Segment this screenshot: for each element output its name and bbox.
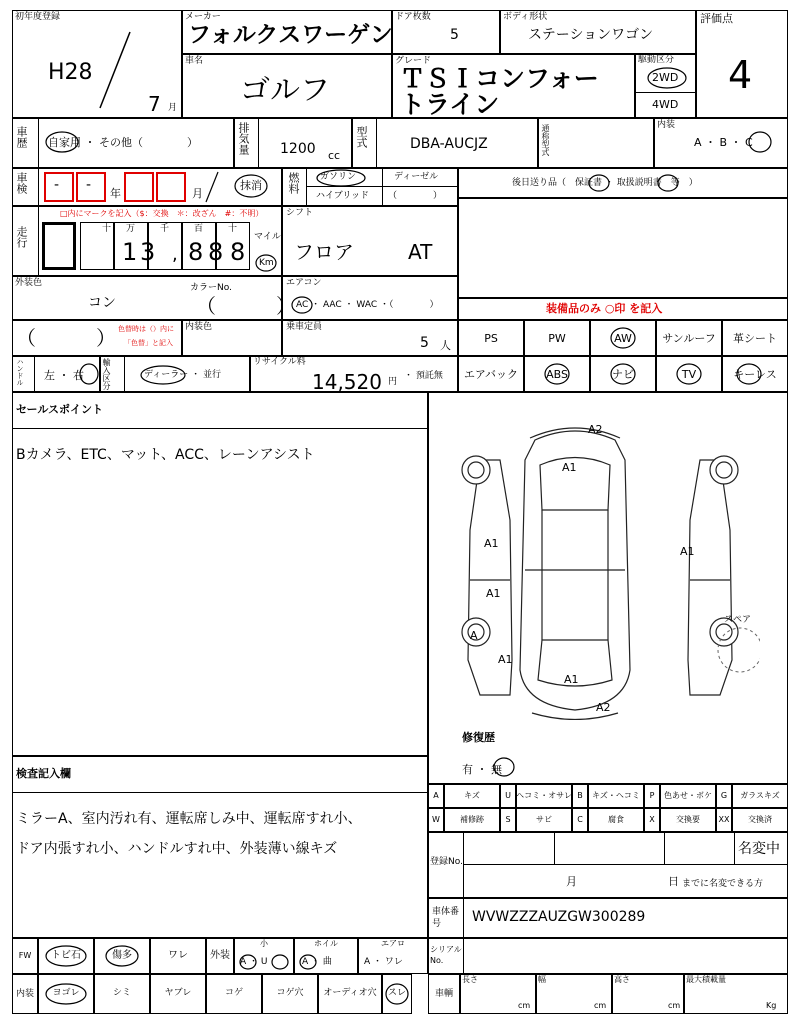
shift-label: シフト xyxy=(286,208,314,218)
registration-col-3 xyxy=(734,832,735,864)
equipment-header: 装備品のみ ○印 を記入 xyxy=(546,302,663,315)
inspect-line2: ドア内張すれ小、ハンドルすれ中、外装薄い線キズ xyxy=(16,841,338,857)
exterior-color-paren: （ ） xyxy=(196,294,296,318)
equipment-item: TV xyxy=(681,368,697,381)
history-divider xyxy=(38,118,39,168)
handle-circle xyxy=(78,362,100,386)
drive-4wd: 4WD xyxy=(652,98,679,111)
serial-cell xyxy=(428,938,788,974)
diagram-mark-8: A2 xyxy=(596,701,611,714)
diagram-mark-0: A2 xyxy=(588,423,603,436)
mileage-km: Km xyxy=(259,258,274,268)
doors-value: 5 xyxy=(450,27,459,43)
model-divider xyxy=(376,118,377,168)
interior-item: ヨゴレ xyxy=(52,988,80,998)
displacement-unit: cc xyxy=(328,149,341,162)
fuel-divider-mid xyxy=(382,168,383,206)
name-value: ゴルフ xyxy=(240,73,330,108)
dims-length-label: 長さ xyxy=(462,975,478,984)
registration-name-change: 名変中 xyxy=(738,841,780,857)
fuel-gasoline-circle xyxy=(314,168,368,188)
legend-key: X xyxy=(649,815,655,824)
exterior-color-no-label: カラーNo. xyxy=(190,283,232,293)
registration-label: 登録No. xyxy=(430,857,463,867)
dims-width-label: 幅 xyxy=(538,975,546,984)
grade-line2: トライン xyxy=(400,90,500,119)
displacement-value: 1200 xyxy=(280,141,316,157)
serial-label: シリアルNo. xyxy=(430,945,462,965)
repair-label: 修復歴 xyxy=(462,731,495,744)
common-model-cell xyxy=(538,118,654,168)
exterior-small-values: A ・ U xyxy=(240,957,268,967)
manual-circle xyxy=(656,173,680,193)
inspect-label-line xyxy=(12,792,428,793)
fuel-hybrid: ハイブリッド xyxy=(316,191,370,201)
mileage-mile: マイル xyxy=(254,232,281,242)
dims-width-unit: cm xyxy=(594,1001,607,1010)
body-label: ボディ形状 xyxy=(503,12,548,22)
exterior-aero-values: A ・ ワレ xyxy=(364,957,403,967)
import-circle xyxy=(138,364,188,386)
equipment-circle xyxy=(542,362,572,386)
diagram-mark-7: A1 xyxy=(564,673,579,686)
inspect-label: 検査記入欄 xyxy=(16,767,71,780)
displacement-divider xyxy=(258,118,259,168)
name-label: 車名 xyxy=(185,56,204,66)
exterior-label: 外装色 xyxy=(15,278,43,288)
equipment-circle xyxy=(734,362,764,386)
equipment-item: サンルーフ xyxy=(662,332,716,345)
doors-label: ドア枚数 xyxy=(395,12,431,22)
equipment-item: PW xyxy=(548,332,566,345)
interior-item: ヤブレ xyxy=(164,988,192,998)
drive-2wd-circle xyxy=(645,66,689,90)
dims-height-unit: cm xyxy=(668,1001,681,1010)
mileage-unit-2: 千 xyxy=(160,224,170,234)
legend-key: XX xyxy=(718,815,730,824)
mileage-note: □内にマークを記入（$：交換 ＊：改ざん #：不明） xyxy=(60,209,264,218)
interior-item: オーディオ穴 xyxy=(323,988,377,998)
mileage-digit-3: 8 xyxy=(188,238,204,266)
inspection-label: 車検 xyxy=(15,172,28,194)
recycle-value: 14,520 xyxy=(312,370,382,394)
exterior-small-circle xyxy=(238,953,258,971)
drive-divider xyxy=(635,92,696,93)
equipment-item: AW xyxy=(614,332,632,345)
diagram-mark-4: A1 xyxy=(680,545,695,558)
import-value: ディーラー ・ 並行 xyxy=(144,370,222,380)
inspection-month-unit: 月 xyxy=(192,187,203,200)
diagram-mark-5: A xyxy=(470,629,478,642)
legend-value: 腐食 xyxy=(608,815,624,824)
legend-key: C xyxy=(577,815,583,824)
legend-value: サビ xyxy=(536,815,552,824)
drive-label: 駆動区分 xyxy=(638,55,675,65)
registration-day: 日 xyxy=(668,875,679,888)
body-value: ステーションワゴン xyxy=(528,27,654,43)
capacity-unit: 人 xyxy=(440,339,451,352)
inspection-dash-1: - xyxy=(54,177,60,193)
first-reg-slash xyxy=(95,30,135,110)
mileage-unit-4: 十 xyxy=(228,224,238,234)
history-value: 自家用 ・ その他（ ） xyxy=(48,136,198,149)
interior-grade-label: 内装 xyxy=(657,120,676,130)
vin-value: WVWZZZAUZGW300289 xyxy=(472,909,646,925)
interior-grade-circle xyxy=(746,130,774,154)
drive-2wd: 2WD xyxy=(652,71,679,84)
inspection-expired: 抹消 xyxy=(240,179,262,192)
repair-value: 有 ・ 無 xyxy=(462,763,502,776)
import-divider xyxy=(124,356,125,392)
equipment-item: エアバック xyxy=(463,368,519,381)
mileage-divider xyxy=(38,206,39,276)
mileage-sep: , xyxy=(172,244,178,265)
registration-col-1 xyxy=(554,832,555,864)
registration-line xyxy=(464,864,788,865)
equipment-circle xyxy=(674,362,704,386)
interior-item: コゲ xyxy=(224,988,243,998)
registration-month: 月 xyxy=(566,875,577,888)
exterior-bottom-label: 外装 xyxy=(210,950,230,961)
legend-value: 補修跡 xyxy=(460,815,484,824)
aircon-options: AC ・ AAC ・ WAC ・（ ） xyxy=(296,300,439,310)
equipment-item: 革シート xyxy=(733,332,777,345)
capacity-label: 乗車定員 xyxy=(286,322,323,332)
mileage-unit-1: 万 xyxy=(126,224,136,234)
legend-value: キズ・ヘコミ xyxy=(592,791,640,800)
first-reg-year: H28 xyxy=(48,60,93,85)
fuel-diesel: ディーゼル xyxy=(394,172,439,182)
exterior-color: コン xyxy=(88,295,116,311)
mileage-unit-0: 十 xyxy=(102,224,112,234)
legend-key: P xyxy=(649,791,655,800)
handle-divider xyxy=(34,356,35,392)
first-reg-month-unit: 月 xyxy=(168,103,178,113)
warranty-circle xyxy=(587,173,611,193)
equipment-item: キーレス xyxy=(733,368,777,381)
legend-value: キズ xyxy=(464,791,480,800)
recycle-deposit: ・ 預託無 xyxy=(404,371,443,381)
fw-label: FW xyxy=(18,951,32,960)
inspection-expired-circle xyxy=(232,173,270,199)
dims-load-label: 最大積載量 xyxy=(686,975,726,984)
score-value: 4 xyxy=(728,53,753,97)
inspection-month-box-1 xyxy=(124,172,154,202)
history-label: 車歴 xyxy=(15,126,28,148)
interior-item-circle xyxy=(44,982,88,1006)
interior-item: コゲ穴 xyxy=(276,988,304,998)
exterior-wheel-values: A ・ 曲 xyxy=(302,957,332,967)
legend-key: A xyxy=(433,791,439,800)
model-label: 型式 xyxy=(355,126,368,148)
shift-type: AT xyxy=(408,240,433,264)
maker-label: メーカー xyxy=(185,12,221,22)
dims-load-unit: Kg xyxy=(766,1001,777,1010)
spare-label: スペア xyxy=(724,615,752,625)
import-label: 輸入区分 xyxy=(102,358,111,390)
mileage-box-0 xyxy=(42,222,76,270)
fw-item: トビ石 xyxy=(51,950,81,961)
maker-value: フォルクスワーゲン xyxy=(188,22,393,48)
fuel-hybrid-paren: （ ） xyxy=(388,191,443,201)
accessories-value: 後日送り品（ 保証書 ・ 取扱説明書 等 ） xyxy=(512,178,698,188)
legend-key: W xyxy=(432,815,440,824)
mileage-unit-3: 百 xyxy=(194,224,204,234)
recycle-label: リサイクル料 xyxy=(253,357,306,367)
aircon-circle xyxy=(290,295,314,315)
interior-item-circle xyxy=(384,982,410,1006)
exterior-small-circle xyxy=(270,953,290,971)
interior-item: シミ xyxy=(112,988,131,998)
capacity-value: 5 xyxy=(420,335,429,351)
inspect-line1: ミラーA、室内汚れ有、運転席しみ中、運転席すれ小、 xyxy=(16,811,362,827)
inspection-slash xyxy=(204,170,220,204)
legend-value: 交換要 xyxy=(676,815,700,824)
fw-item: 傷多 xyxy=(112,950,132,961)
mileage-label: 走行 xyxy=(15,226,28,248)
interior-grade-value: A ・ B ・ C xyxy=(694,136,753,149)
grade-line1: ＴＳＩコンフォー xyxy=(400,64,599,93)
first-reg-label: 初年度登録 xyxy=(15,12,61,22)
fw-item-circle xyxy=(44,944,88,968)
legend-value: 色あせ・ボケ xyxy=(664,791,712,800)
dims-length-unit: cm xyxy=(518,1001,531,1010)
mileage-digit-2: 3 xyxy=(140,238,156,266)
legend-value: ヘコミ・オサレ xyxy=(516,791,572,800)
legend-key: S xyxy=(505,815,511,824)
interior-bottom-label: 内装 xyxy=(15,989,34,999)
vin-label: 車体番号 xyxy=(432,907,460,929)
interior-item: スレ xyxy=(387,988,406,998)
fuel-gasoline: ガソリン xyxy=(320,172,357,182)
fuel-label: 燃料 xyxy=(287,172,300,194)
displacement-label: 排気量 xyxy=(237,122,250,155)
dims-height-label: 高さ xyxy=(614,975,630,984)
diagram-mark-2: A1 xyxy=(484,537,499,550)
equipment-circle xyxy=(608,326,638,350)
repair-none-circle xyxy=(492,756,516,778)
shift-position: フロア xyxy=(294,240,354,264)
fuel-divider-v xyxy=(306,168,307,206)
aircon-label: エアコン xyxy=(286,278,322,288)
mileage-digit-1: 1 xyxy=(122,238,138,266)
equipment-circle xyxy=(608,362,638,386)
handle-label: ハンドル xyxy=(16,358,24,386)
first-reg-month: 7 xyxy=(148,92,161,116)
recycle-yen: 円 xyxy=(388,377,398,387)
legend-value: 交換済 xyxy=(748,815,772,824)
exterior-small-label: 小 xyxy=(260,939,268,948)
diagram-mark-3: A1 xyxy=(486,587,501,600)
legend-key: G xyxy=(720,791,728,800)
legend-key: U xyxy=(505,791,511,800)
exterior-wheel-circle xyxy=(298,953,318,971)
interior-color-label: 内装色 xyxy=(185,322,213,332)
registration-until: までに名変できる方 xyxy=(682,879,764,889)
mileage-digit-5: 8 xyxy=(230,238,246,266)
exterior-wheel-label: ホイル xyxy=(314,939,338,948)
inspection-divider xyxy=(38,168,39,206)
equipment-item: PS xyxy=(484,332,498,345)
inspection-year-unit: 年 xyxy=(110,187,121,200)
accessories-blank xyxy=(458,198,788,298)
exterior-aero-label: エアロ xyxy=(381,939,405,948)
sales-label: セールスポイント xyxy=(16,403,104,416)
common-model-label: 通称型式 xyxy=(541,124,550,156)
mileage-digit-4: 8 xyxy=(208,238,224,266)
score-label: 評価点 xyxy=(700,12,733,25)
mileage-km-circle xyxy=(254,253,278,273)
grade-label: グレード xyxy=(395,56,432,66)
equipment-item: ABS xyxy=(546,368,568,381)
fw-item: ワレ xyxy=(168,950,188,961)
exterior-change-note2: 「色替」と記入 xyxy=(124,339,173,347)
legend-value: ガラスキズ xyxy=(740,791,780,800)
legend-key: B xyxy=(577,791,583,800)
diagram-mark-1: A1 xyxy=(562,461,577,474)
fw-item-circle xyxy=(104,944,140,968)
handle-value: 左 ・ 右 xyxy=(44,369,84,382)
history-circle xyxy=(44,130,80,154)
model-value: DBA-AUCJZ xyxy=(410,136,488,152)
exterior-change-note1: 色替時は（）内に xyxy=(118,325,174,333)
exterior-change-paren: （ ） xyxy=(16,326,116,350)
inspection-dash-2: - xyxy=(86,177,92,193)
registration-col-2 xyxy=(664,832,665,864)
sales-text: Bカメラ、ETC、マット、ACC、レーンアシスト xyxy=(16,447,315,463)
sales-label-line xyxy=(12,428,428,429)
car-diagram xyxy=(440,420,760,720)
inspection-month-box-2 xyxy=(156,172,186,202)
equipment-item: ナビ xyxy=(612,368,634,381)
dims-label: 車輌 xyxy=(434,989,453,999)
diagram-mark-6: A1 xyxy=(498,653,513,666)
